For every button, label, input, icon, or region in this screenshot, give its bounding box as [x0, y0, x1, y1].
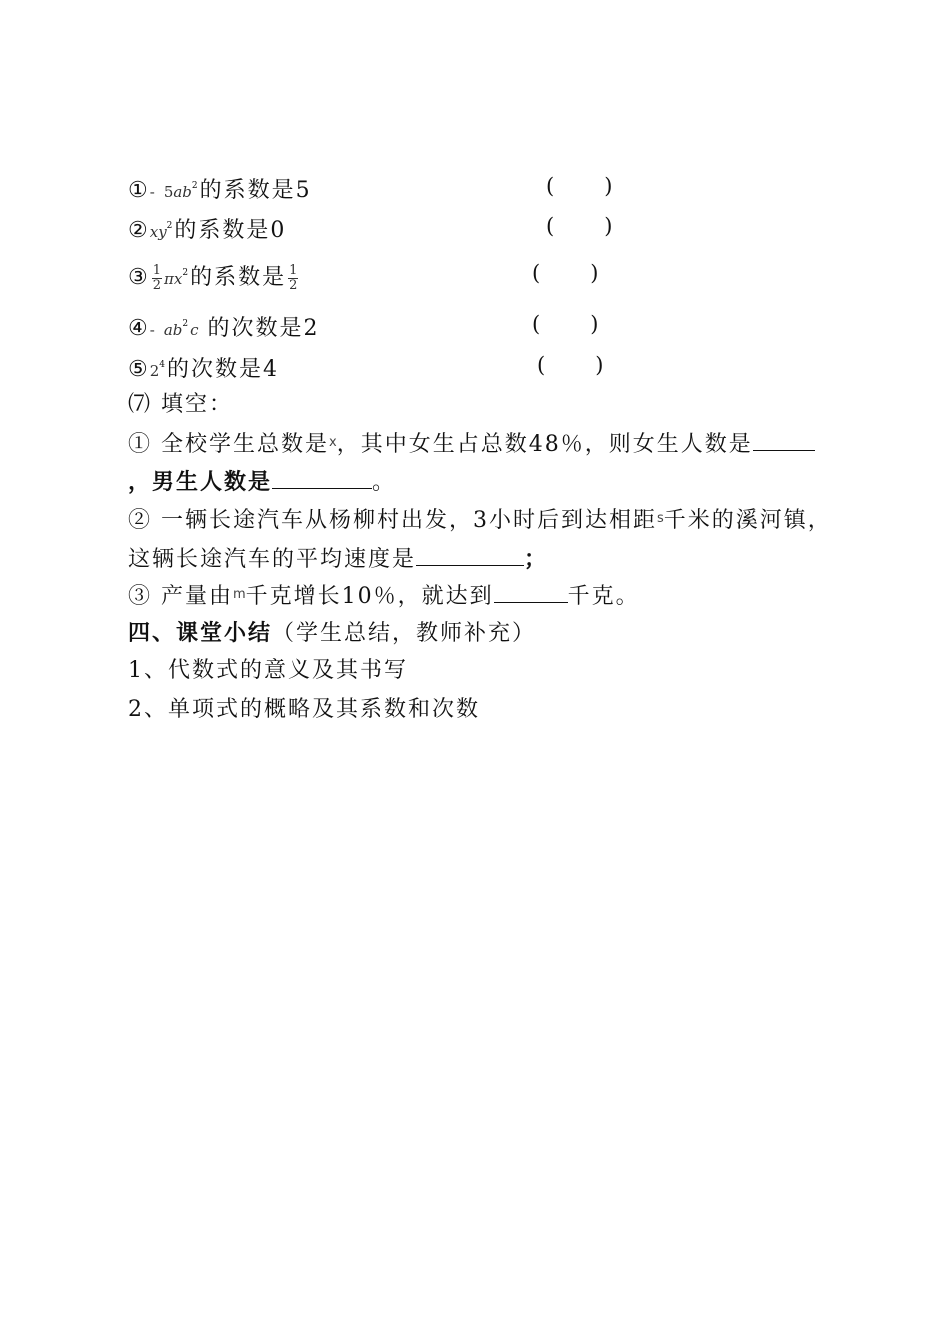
answer-blank-speed[interactable]: [416, 543, 524, 566]
judge-item-3: [128, 258, 300, 294]
question-text: 千克。: [567, 584, 640, 609]
power-base: 2: [149, 362, 160, 380]
answer-paren-3[interactable]: [532, 258, 598, 288]
fraction: [152, 264, 162, 293]
paren-left: (: [532, 312, 541, 336]
paren-right: ): [604, 214, 613, 238]
question-text: ，其中女生占总数48％，则女生人数是: [336, 432, 753, 457]
exponent: 2: [182, 319, 191, 329]
answer-paren-5[interactable]: [537, 350, 603, 380]
statement-text: 的次数是2: [207, 316, 320, 341]
variable: x: [329, 435, 337, 450]
question-text: 这辆长途汽车的平均速度是: [128, 547, 417, 572]
summary-heading: [128, 618, 536, 649]
paren-left: (: [532, 261, 541, 285]
judge-item-2: [128, 211, 286, 247]
fill-question-3: [128, 580, 640, 612]
minus-sign: -: [149, 183, 155, 201]
paren-right: ): [590, 261, 599, 285]
exponent: 2: [166, 221, 175, 231]
fill-question-2-cont: [128, 543, 548, 575]
answer-paren-1[interactable]: [546, 171, 612, 201]
statement-text: 的次数是4: [167, 357, 280, 382]
summary-item-2: 2、单项式的概略及其系数和次数: [128, 697, 480, 722]
section-title: 四、课堂小结: [128, 620, 273, 646]
fraction-numerator: 1: [289, 262, 298, 278]
exponent: 2: [182, 268, 191, 278]
answer-blank-output[interactable]: [494, 580, 568, 603]
paren-right: ): [604, 174, 613, 198]
question-text: ，男生人数是: [128, 469, 273, 495]
math-expression: xy: [149, 223, 167, 241]
question-text: ③ 产量由: [128, 584, 233, 609]
fraction-denominator: 2: [289, 277, 298, 293]
statement-text: 的系数是5: [199, 178, 312, 203]
question-text: 千米的溪河镇，: [663, 508, 832, 533]
answer-blank-boys[interactable]: [272, 466, 372, 489]
fill-heading: ⑺ 填空：: [128, 392, 233, 417]
variable: s: [657, 511, 664, 526]
paren-right: ): [590, 312, 599, 336]
judge-item-1: [128, 171, 312, 207]
question-text: 千克增长10％，就达到: [245, 584, 494, 609]
summary-item-1: 1、代数式的意义及其书写: [128, 658, 408, 683]
exponent: 2: [191, 181, 200, 191]
fraction-numerator: 1: [152, 262, 162, 278]
math-expression: πx: [164, 270, 183, 288]
fill-question-2: [128, 504, 832, 536]
paren-left: (: [546, 174, 555, 198]
paren-right: ): [595, 353, 604, 377]
variable: m: [233, 587, 246, 602]
question-text: ；: [524, 546, 549, 572]
statement-text: 的系数是0: [174, 218, 287, 243]
fraction-denominator: 2: [152, 277, 162, 293]
item-number: ②: [128, 218, 150, 243]
item-number: ④: [128, 316, 150, 341]
section-note: （学生总结，教师补充）: [272, 621, 537, 646]
answer-blank-girls[interactable]: [753, 428, 815, 451]
item-number: ①: [128, 178, 150, 203]
exponent: 4: [159, 360, 168, 370]
question-text: ② 一辆长途汽车从杨柳村出发，3小时后到达相距: [128, 508, 657, 533]
fill-question-1: [128, 428, 815, 460]
judge-item-5: [128, 350, 279, 386]
math-expression: ab: [173, 183, 192, 201]
answer-paren-2[interactable]: [546, 211, 612, 241]
fill-question-1-cont: [128, 466, 396, 498]
answer-paren-4[interactable]: [532, 309, 598, 339]
statement-text: 的系数是: [190, 265, 287, 290]
coefficient: 5: [163, 183, 174, 201]
paren-left: (: [546, 214, 555, 238]
paren-left: (: [537, 353, 546, 377]
math-expression: ab: [163, 321, 183, 339]
minus-sign: -: [149, 321, 155, 339]
item-number: ③: [128, 265, 150, 290]
item-number: ⑤: [128, 357, 150, 382]
math-expression: c: [190, 321, 199, 339]
question-text: ① 全校学生总数是: [128, 432, 329, 457]
judge-item-4: [128, 309, 320, 345]
question-text: 。: [372, 470, 397, 495]
fraction: [288, 264, 298, 293]
